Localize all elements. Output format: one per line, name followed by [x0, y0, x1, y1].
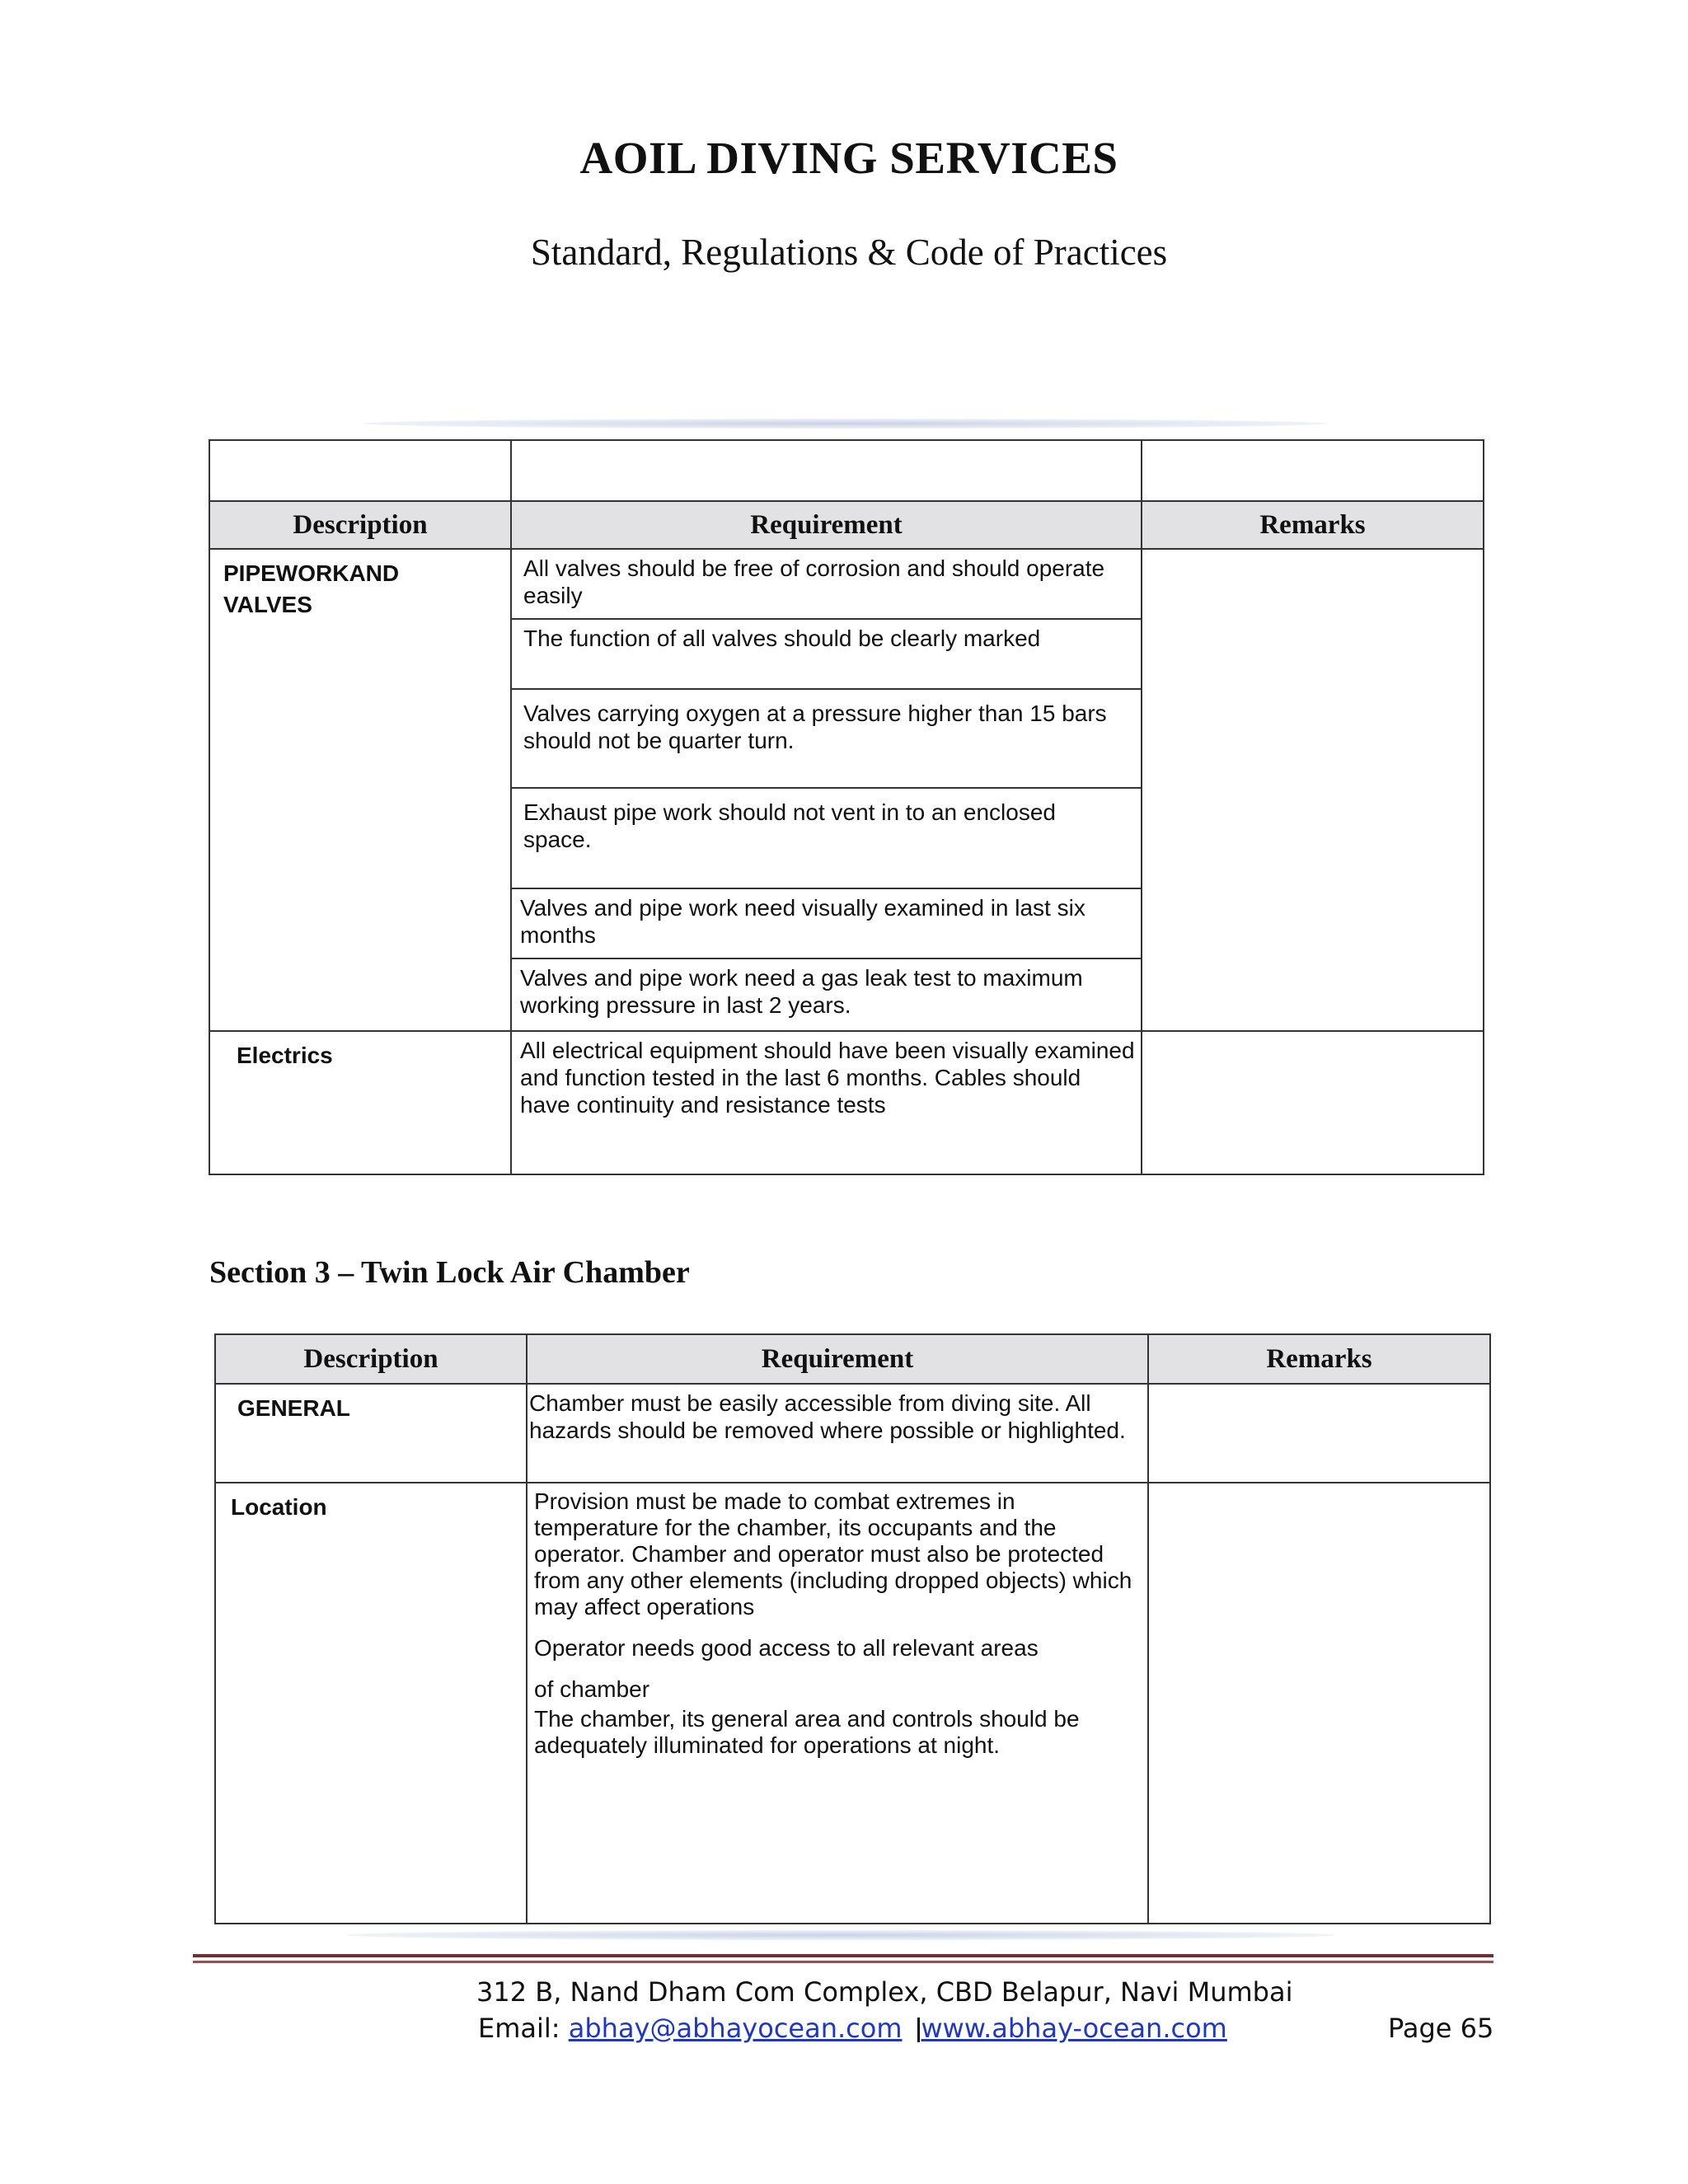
- description-electrics: Electrics: [209, 1031, 511, 1174]
- header-description: Description: [215, 1334, 527, 1384]
- table-row: [209, 549, 1484, 619]
- decorative-shadow-bottom: [346, 1930, 1335, 1940]
- page-number: Page 65: [1388, 2013, 1494, 2044]
- requirement-text: Provision must be made to combat extremes in temperature for the chamber, its occupants and the operator. Chamber and operator must also be protected from any other elements (including dropped objects) which may affect operations: [534, 1488, 1132, 1619]
- requirement-text: Operator needs good access to all relevant areas: [534, 1635, 1039, 1661]
- requirement-cell: Chamber must be easily accessible from diving site. All hazards should be removed where possible or highlighted.: [527, 1384, 1148, 1483]
- text-cursor: [917, 2018, 920, 2042]
- pipework-electrics-table: [209, 439, 1484, 1175]
- blank-row: [209, 440, 1484, 501]
- remarks-cell: [1148, 1483, 1490, 1924]
- description-general: GENERAL: [215, 1384, 527, 1483]
- website-link[interactable]: www.abhay-ocean.com: [921, 2013, 1227, 2044]
- table-header-row: [209, 501, 1484, 549]
- table-row: [215, 1483, 1490, 1924]
- description-location: Location: [215, 1483, 527, 1924]
- footer-divider-secondary: [193, 1961, 1493, 1963]
- requirement-cell: All valves should be free of corrosion and should operate easily: [511, 549, 1142, 619]
- section-heading: Section 3 – Twin Lock Air Chamber: [209, 1255, 690, 1290]
- email-link[interactable]: abhay@abhayocean.com: [568, 2013, 903, 2044]
- header-remarks: Remarks: [1142, 501, 1484, 549]
- requirement-cell: Valves and pipe work need a gas leak test to maximum working pressure in last 2 years.: [511, 958, 1142, 1031]
- requirement-cell: Exhaust pipe work should not vent in to an enclosed space.: [511, 788, 1142, 888]
- document-subtitle: Standard, Regulations & Code of Practices: [530, 232, 1168, 273]
- requirement-text: of chamber: [534, 1676, 650, 1702]
- table-row: [215, 1384, 1490, 1483]
- requirement-cell: All electrical equipment should have been visually examined and function tested in the last 6 months. Cables should have continuity and resistance tests: [511, 1031, 1142, 1174]
- document-title: AOIL DIVING SERVICES: [579, 133, 1118, 183]
- requirement-cell: The function of all valves should be clearly marked: [511, 619, 1142, 689]
- description-pipework-valves: PIPEWORKAND VALVES: [209, 549, 511, 1031]
- requirement-cell: Valves carrying oxygen at a pressure higher than 15 bars should not be quarter turn.: [511, 689, 1142, 788]
- requirement-text: The chamber, its general area and controls should be adequately illuminated for operations at night.: [534, 1706, 1080, 1758]
- remarks-cell: [1148, 1384, 1490, 1483]
- footer-address: 312 B, Nand Dham Com Complex, CBD Belapur, Navi Mumbai: [476, 1976, 1293, 2008]
- remarks-cell: [1142, 1031, 1484, 1174]
- table-row: [209, 1031, 1484, 1174]
- table-header-row: [215, 1334, 1490, 1384]
- decorative-shadow-top: [363, 419, 1327, 429]
- header-remarks: Remarks: [1148, 1334, 1490, 1384]
- twin-lock-chamber-table: [214, 1333, 1491, 1924]
- requirement-cell: Valves and pipe work need visually examined in last six months: [511, 888, 1142, 958]
- remarks-cell: [1142, 549, 1484, 1031]
- email-label: Email:: [478, 2013, 560, 2044]
- footer-contact: [478, 2013, 1688, 2044]
- requirement-cell-location: [527, 1483, 1148, 1924]
- header-requirement: Requirement: [511, 501, 1142, 549]
- footer-divider: [193, 1954, 1493, 1957]
- header-description: Description: [209, 501, 511, 549]
- header-requirement: Requirement: [527, 1334, 1148, 1384]
